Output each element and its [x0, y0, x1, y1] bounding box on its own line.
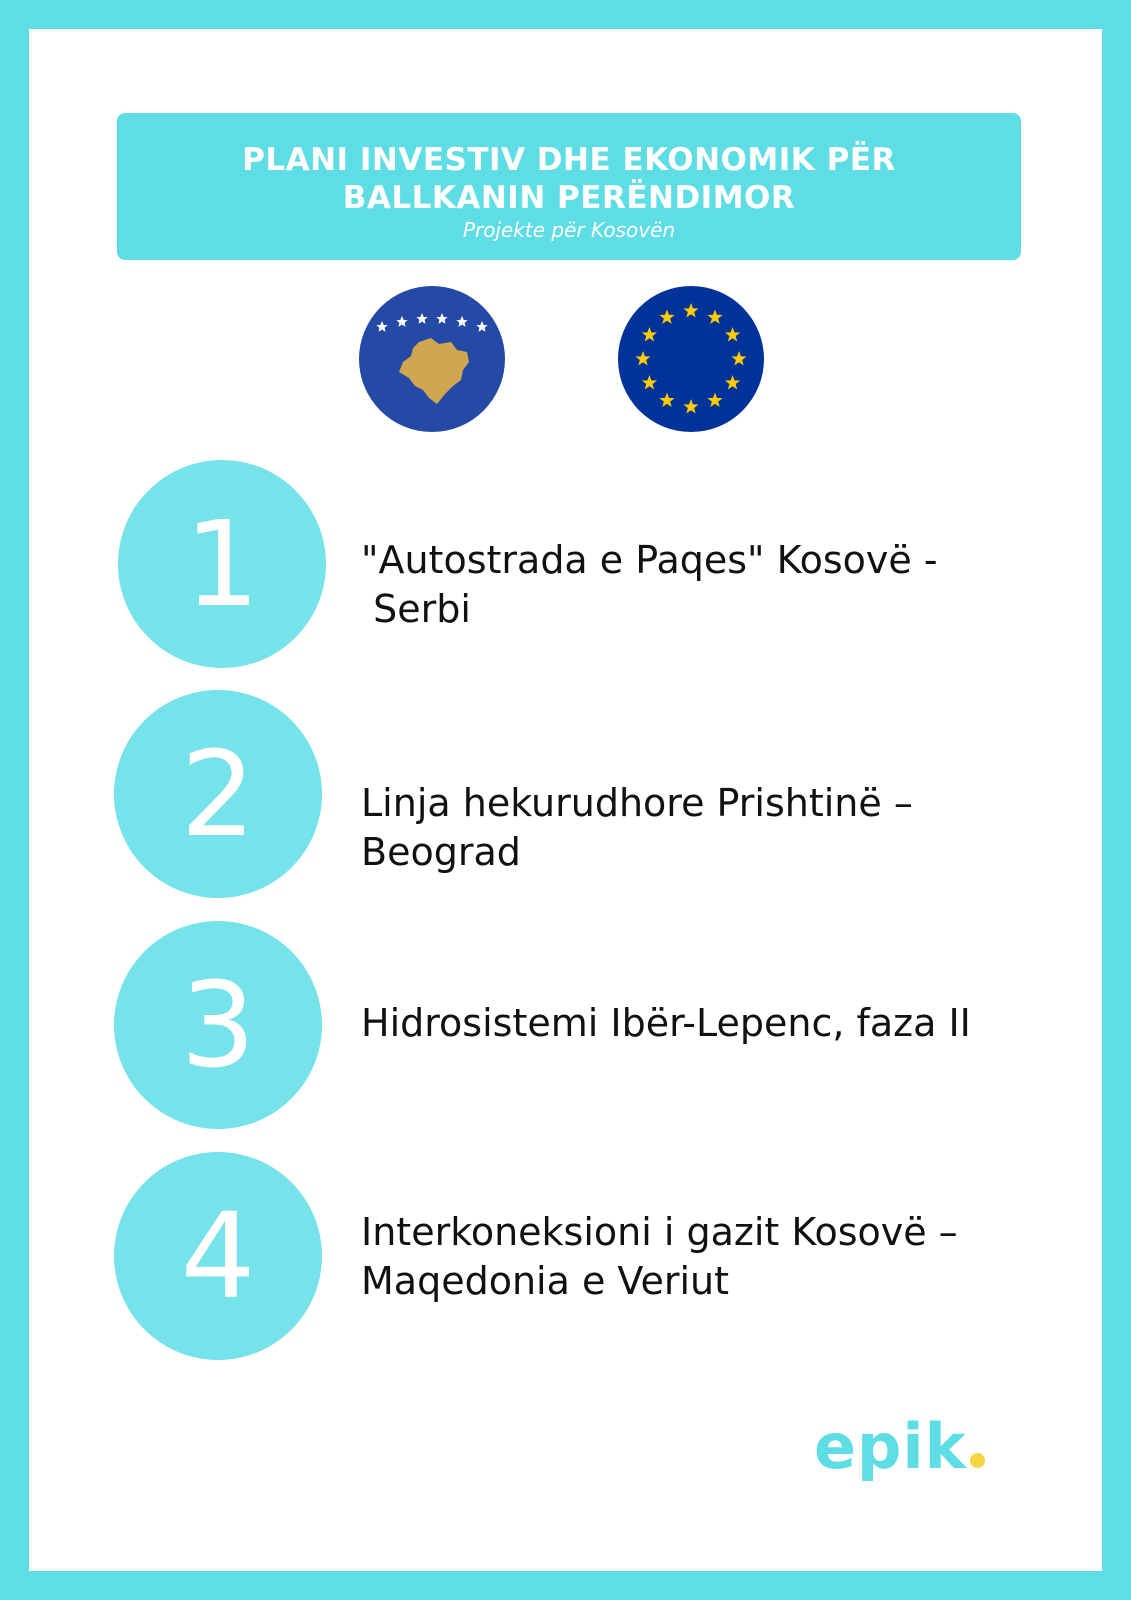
epik-logo: [814, 1407, 985, 1487]
step-number-circle: 4: [114, 1152, 322, 1360]
logo-dot: [970, 1453, 985, 1468]
project-title-line: Linja hekurudhore Prishtinë –: [361, 781, 913, 825]
project-title: [361, 779, 1021, 877]
step-number-circle: 3: [114, 921, 322, 1129]
project-title-line: Serbi: [361, 587, 471, 631]
project-title: [361, 1208, 1021, 1306]
project-title-line: Hidrosistemi Ibër-Lepenc, faza II: [361, 1001, 971, 1045]
title-banner: [117, 113, 1021, 260]
page-subtitle: Projekte për Kosovën: [462, 218, 676, 242]
project-item-3: [118, 921, 1118, 1131]
project-title: [361, 999, 1021, 1048]
project-title-line: Maqedonia e Veriut: [361, 1259, 729, 1303]
step-number-circle: 2: [114, 690, 322, 898]
project-title-line: Interkoneksioni i gazit Kosovë –: [361, 1210, 958, 1254]
eu-flag-icon: [618, 286, 764, 432]
project-item-1: [118, 460, 1118, 670]
project-title: [361, 536, 1021, 634]
logo-text: epik: [814, 1410, 967, 1483]
step-number-circle: 1: [118, 460, 326, 668]
kosovo-flag-icon: [359, 286, 505, 432]
page-title: PLANI INVESTIV DHE EKONOMIK PËR BALLKANIN PERËNDIMOR: [242, 142, 896, 216]
project-title-line: Beograd: [361, 830, 521, 874]
project-item-2: [118, 690, 1118, 900]
project-title-line: "Autostrada e Paqes" Kosovë -: [361, 538, 938, 582]
project-item-4: [118, 1152, 1118, 1362]
